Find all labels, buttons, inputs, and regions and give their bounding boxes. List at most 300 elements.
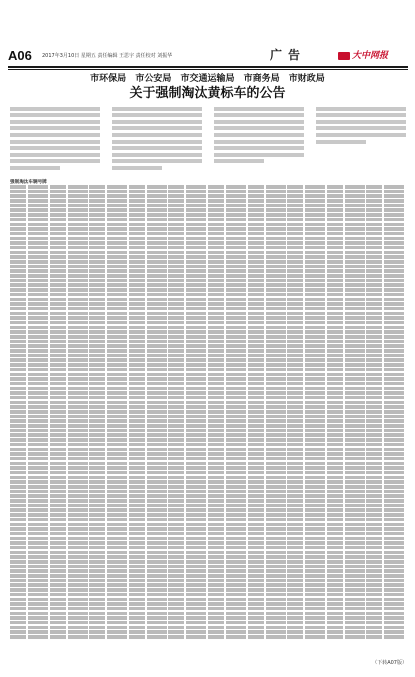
plate-list-entry [89, 583, 127, 587]
section-label: 广告 [270, 48, 307, 62]
plate-list-entry [50, 537, 88, 541]
plate-list-entry [248, 260, 286, 264]
plate-list-entry [89, 433, 127, 437]
plate-list-entry [248, 480, 286, 484]
plate-list-entry [366, 541, 404, 545]
plate-list-entry [89, 279, 127, 283]
plate-list-entry [208, 630, 246, 634]
plate-list-entry [287, 335, 325, 339]
plate-list-entry [10, 354, 48, 358]
plate-list-entry [89, 354, 127, 358]
plate-list-entry [287, 396, 325, 400]
plate-list-entry [10, 452, 48, 456]
plate-list-entry [129, 429, 167, 433]
plate-list-entry [10, 607, 48, 611]
plate-list-entry [168, 569, 206, 573]
plate-list-entry [168, 321, 206, 325]
plate-list-entry [50, 438, 88, 442]
plate-list-entry [327, 349, 365, 353]
plate-list-entry [10, 298, 48, 302]
plate-list-entry [50, 199, 88, 203]
plate-list-entry [287, 438, 325, 442]
plate-list-entry [248, 438, 286, 442]
plate-list-entry [129, 330, 167, 334]
plate-list-entry [248, 560, 286, 564]
plate-list-entry [10, 630, 48, 634]
plate-list-entry [168, 593, 206, 597]
intro-column-3 [214, 104, 304, 166]
plate-list-entry [129, 387, 167, 391]
plate-list-entry [208, 246, 246, 250]
intro-text-line [316, 133, 406, 137]
plate-list-entry [248, 316, 286, 320]
plate-list-entry [366, 316, 404, 320]
agency-transport: 市交通运输局 [180, 74, 235, 84]
plate-list-entry [248, 490, 286, 494]
plate-list-entry [168, 527, 206, 531]
plate-list-entry [366, 560, 404, 564]
plate-list-entry [287, 251, 325, 255]
plate-list-entry [129, 621, 167, 625]
plate-list-entry [366, 401, 404, 405]
plate-list-entry [287, 312, 325, 316]
plate-list-entry [248, 598, 286, 602]
plate-list-entry [89, 194, 127, 198]
plate-list-entry [50, 424, 88, 428]
header-rule [8, 66, 408, 68]
plate-list-entry [129, 565, 167, 569]
plate-list-entry [129, 185, 167, 189]
plate-list-entry [10, 335, 48, 339]
plate-list-entry [50, 462, 88, 466]
plate-list-entry [248, 269, 286, 273]
plate-list-entry [327, 438, 365, 442]
plate-list-entry [366, 569, 404, 573]
plate-list-entry [366, 607, 404, 611]
plate-list-entry [89, 368, 127, 372]
plate-list-entry [50, 555, 88, 559]
plate-list-entry [287, 401, 325, 405]
plate-list-entry [50, 598, 88, 602]
plate-list-entry [129, 518, 167, 522]
plate-list-entry [248, 569, 286, 573]
plate-list-entry [10, 621, 48, 625]
plate-list-entry [287, 616, 325, 620]
plate-list-entry [208, 537, 246, 541]
plate-list-entry [50, 401, 88, 405]
plate-list-entry [10, 513, 48, 517]
plate-list-entry [168, 279, 206, 283]
plate-list-entry [89, 293, 127, 297]
plate-list-entry [10, 419, 48, 423]
plate-list-entry [287, 588, 325, 592]
plate-list-entry [366, 298, 404, 302]
plate-list-entry [50, 279, 88, 283]
plate-list-entry [168, 213, 206, 217]
plate-list-entry [248, 466, 286, 470]
plate-list-entry [327, 635, 365, 639]
plate-list-entry [10, 466, 48, 470]
plate-list-entry [168, 626, 206, 630]
plate-list-entry [89, 607, 127, 611]
plate-list-entry [50, 630, 88, 634]
plate-list-entry [287, 415, 325, 419]
plate-list-entry [50, 321, 88, 325]
plate-list-entry [10, 476, 48, 480]
plate-list-entry [168, 612, 206, 616]
plate-list-entry [208, 194, 246, 198]
agency-commerce: 市商务局 [243, 74, 280, 84]
plate-list-entry [366, 396, 404, 400]
plate-list-entry [248, 527, 286, 531]
plate-list-entry [168, 448, 206, 452]
plate-list-entry [248, 246, 286, 250]
plate-list-entry [50, 621, 88, 625]
plate-list-entry [366, 274, 404, 278]
plate-list-entry [50, 237, 88, 241]
plate-list-entry [208, 358, 246, 362]
plate-list-entry [287, 185, 325, 189]
plate-list-entry [50, 213, 88, 217]
plate-list-grid [10, 185, 406, 641]
plate-list-entry [208, 607, 246, 611]
plate-list-entry [366, 448, 404, 452]
plate-list-entry [10, 255, 48, 259]
plate-list-entry [10, 551, 48, 555]
plate-list-entry [366, 630, 404, 634]
plate-list-entry [168, 598, 206, 602]
plate-list-entry [366, 635, 404, 639]
plate-list-entry [248, 358, 286, 362]
plate-list-entry [89, 598, 127, 602]
plate-list-entry [10, 462, 48, 466]
plate-list-entry [129, 344, 167, 348]
plate-list-entry [129, 302, 167, 306]
plate-list-entry [287, 330, 325, 334]
plate-list-entry [208, 598, 246, 602]
plate-list-entry [287, 424, 325, 428]
plate-list-entry [89, 551, 127, 555]
plate-list-entry [248, 635, 286, 639]
plate-list-entry [248, 476, 286, 480]
plate-list-entry [50, 602, 88, 606]
plate-list-entry [129, 227, 167, 231]
plate-list-entry [89, 523, 127, 527]
plate-list-entry [327, 555, 365, 559]
plate-list-entry [129, 635, 167, 639]
plate-list-entry [208, 546, 246, 550]
plate-list-entry [50, 504, 88, 508]
plate-list-entry [248, 494, 286, 498]
plate-list-entry [248, 462, 286, 466]
plate-list-entry [287, 246, 325, 250]
plate-list-entry [208, 494, 246, 498]
plate-list-entry [327, 387, 365, 391]
plate-list-entry [366, 527, 404, 531]
plate-list-entry [129, 508, 167, 512]
plate-list-entry [327, 541, 365, 545]
plate-list-entry [208, 223, 246, 227]
plate-list-entry [50, 208, 88, 212]
plate-list-entry [287, 298, 325, 302]
plate-list-entry [50, 307, 88, 311]
plate-list-entry [208, 523, 246, 527]
plate-list-entry [208, 354, 246, 358]
plate-list-entry [10, 377, 48, 381]
plate-list-entry [10, 269, 48, 273]
plate-list-entry [208, 532, 246, 536]
plate-list-entry [168, 340, 206, 344]
plate-list-entry [248, 387, 286, 391]
plate-list-entry [50, 316, 88, 320]
plate-list-entry [89, 443, 127, 447]
plate-list-entry [327, 410, 365, 414]
plate-list-entry [129, 485, 167, 489]
plate-list-entry [10, 626, 48, 630]
plate-list-entry [208, 302, 246, 306]
plate-list-entry [10, 227, 48, 231]
plate-list-entry [208, 316, 246, 320]
plate-list-entry [327, 204, 365, 208]
plate-list-entry [129, 340, 167, 344]
plate-list-column [366, 185, 404, 641]
plate-list-entry [248, 335, 286, 339]
plate-list-entry [89, 438, 127, 442]
plate-list-entry [366, 199, 404, 203]
plate-list-entry [129, 574, 167, 578]
plate-list-entry [208, 616, 246, 620]
plate-list-entry [208, 569, 246, 573]
plate-list-entry [89, 424, 127, 428]
plate-list-entry [366, 358, 404, 362]
plate-list-entry [366, 265, 404, 269]
plate-list-entry [129, 466, 167, 470]
plate-list-entry [50, 508, 88, 512]
plate-list-entry [10, 579, 48, 583]
plate-list-entry [248, 326, 286, 330]
plate-list-entry [129, 415, 167, 419]
plate-list-entry [366, 588, 404, 592]
plate-list-entry [366, 457, 404, 461]
plate-list-entry [208, 621, 246, 625]
plate-list-entry [10, 583, 48, 587]
plate-list-entry [327, 307, 365, 311]
plate-list-entry [89, 415, 127, 419]
plate-list-entry [287, 485, 325, 489]
plate-list-entry [287, 537, 325, 541]
plate-list-entry [287, 513, 325, 517]
agency-environment: 市环保局 [90, 74, 127, 84]
plate-list-entry [208, 185, 246, 189]
plate-list-entry [10, 358, 48, 362]
plate-list-entry [327, 321, 365, 325]
plate-list-entry [248, 546, 286, 550]
plate-list-entry [129, 626, 167, 630]
plate-list-entry [89, 490, 127, 494]
plate-list-entry [287, 499, 325, 503]
plate-list-entry [287, 344, 325, 348]
plate-list-entry [248, 429, 286, 433]
plate-list-entry [50, 382, 88, 386]
plate-list-entry [168, 560, 206, 564]
plate-list-entry [287, 410, 325, 414]
plate-list-entry [208, 349, 246, 353]
plate-list-entry [287, 269, 325, 273]
plate-list-entry [208, 391, 246, 395]
plate-list-entry [248, 340, 286, 344]
plate-list-entry [327, 246, 365, 250]
plate-list-entry [10, 185, 48, 189]
plate-list-entry [10, 518, 48, 522]
plate-list-entry [50, 377, 88, 381]
plate-list-entry [129, 396, 167, 400]
plate-list-entry [10, 424, 48, 428]
plate-list-entry [10, 401, 48, 405]
plate-list-entry [10, 616, 48, 620]
plate-list-entry [287, 283, 325, 287]
plate-list-entry [287, 448, 325, 452]
plate-list-entry [168, 237, 206, 241]
plate-list-entry [50, 485, 88, 489]
plate-list-entry [50, 471, 88, 475]
plate-list-entry [208, 612, 246, 616]
plate-list-entry [10, 194, 48, 198]
plate-list-entry [327, 232, 365, 236]
plate-list-entry [168, 274, 206, 278]
plate-list-entry [168, 227, 206, 231]
plate-list-entry [248, 199, 286, 203]
plate-list-entry [366, 213, 404, 217]
plate-list-entry [366, 387, 404, 391]
plate-list-entry [129, 274, 167, 278]
plate-list-entry [248, 344, 286, 348]
plate-list-entry [168, 354, 206, 358]
plate-list-entry [208, 279, 246, 283]
plate-list-entry [248, 508, 286, 512]
plate-list-entry [168, 241, 206, 245]
plate-list-entry [366, 574, 404, 578]
plate-list-entry [366, 218, 404, 222]
plate-list-entry [129, 630, 167, 634]
plate-list-entry [366, 499, 404, 503]
plate-list-entry [248, 419, 286, 423]
plate-list-entry [208, 260, 246, 264]
plate-list-entry [366, 368, 404, 372]
plate-list-entry [129, 443, 167, 447]
plate-list-entry [10, 574, 48, 578]
plate-list-entry [208, 363, 246, 367]
plate-list-column [248, 185, 286, 641]
plate-list-entry [287, 237, 325, 241]
plate-list-entry [327, 527, 365, 531]
plate-list-entry [287, 621, 325, 625]
intro-text-line [214, 153, 304, 157]
plate-list-entry [327, 462, 365, 466]
plate-list-entry [248, 415, 286, 419]
plate-list-entry [208, 274, 246, 278]
plate-list-entry [50, 293, 88, 297]
plate-list-entry [129, 579, 167, 583]
plate-list-entry [129, 532, 167, 536]
plate-list-entry [366, 330, 404, 334]
plate-list-entry [366, 452, 404, 456]
plate-list-entry [208, 312, 246, 316]
plate-list-entry [129, 279, 167, 283]
plate-list-entry [248, 330, 286, 334]
plate-list-entry [168, 368, 206, 372]
intro-text-line [112, 107, 202, 111]
plate-list-entry [248, 574, 286, 578]
plate-list-entry [327, 326, 365, 330]
plate-list-entry [129, 602, 167, 606]
plate-list-entry [129, 373, 167, 377]
plate-list-entry [129, 368, 167, 372]
plate-list-entry [287, 241, 325, 245]
plate-list-entry [50, 419, 88, 423]
plate-list-entry [208, 326, 246, 330]
plate-list-entry [50, 330, 88, 334]
plate-list-entry [208, 513, 246, 517]
intro-text-line [10, 133, 100, 137]
plate-list-entry [168, 396, 206, 400]
plate-list-entry [366, 293, 404, 297]
plate-list-entry [327, 293, 365, 297]
plate-list-entry [129, 255, 167, 259]
plate-list-entry [50, 269, 88, 273]
plate-list-entry [168, 419, 206, 423]
plate-list-entry [208, 265, 246, 269]
plate-list-entry [129, 513, 167, 517]
plate-list-entry [287, 316, 325, 320]
plate-list-entry [248, 523, 286, 527]
intro-text-line [316, 113, 406, 117]
plate-list-entry [366, 433, 404, 437]
plate-list-entry [287, 565, 325, 569]
plate-list-entry [50, 565, 88, 569]
plate-list-entry [366, 344, 404, 348]
plate-list-entry [129, 269, 167, 273]
plate-list-entry [89, 541, 127, 545]
plate-list-entry [327, 283, 365, 287]
plate-list-entry [248, 293, 286, 297]
plate-list-entry [10, 415, 48, 419]
plate-list-entry [327, 213, 365, 217]
plate-list-entry [10, 218, 48, 222]
plate-list-entry [129, 354, 167, 358]
plate-list-entry [50, 551, 88, 555]
plate-list-entry [168, 251, 206, 255]
plate-list-entry [366, 518, 404, 522]
plate-list-entry [129, 560, 167, 564]
plate-list-entry [10, 429, 48, 433]
plate-list-entry [366, 508, 404, 512]
plate-list-entry [248, 391, 286, 395]
plate-list-entry [208, 340, 246, 344]
plate-list-entry [129, 612, 167, 616]
plate-list-entry [327, 518, 365, 522]
plate-list-entry [129, 433, 167, 437]
plate-list-entry [248, 541, 286, 545]
intro-text-line [10, 113, 100, 117]
plate-list-entry [129, 208, 167, 212]
plate-list-entry [327, 279, 365, 283]
intro-text-line [214, 146, 304, 150]
plate-list-entry [287, 387, 325, 391]
plate-list-entry [50, 476, 88, 480]
plate-list-entry [287, 598, 325, 602]
plate-list-entry [129, 546, 167, 550]
agency-finance: 市财政局 [288, 74, 325, 84]
